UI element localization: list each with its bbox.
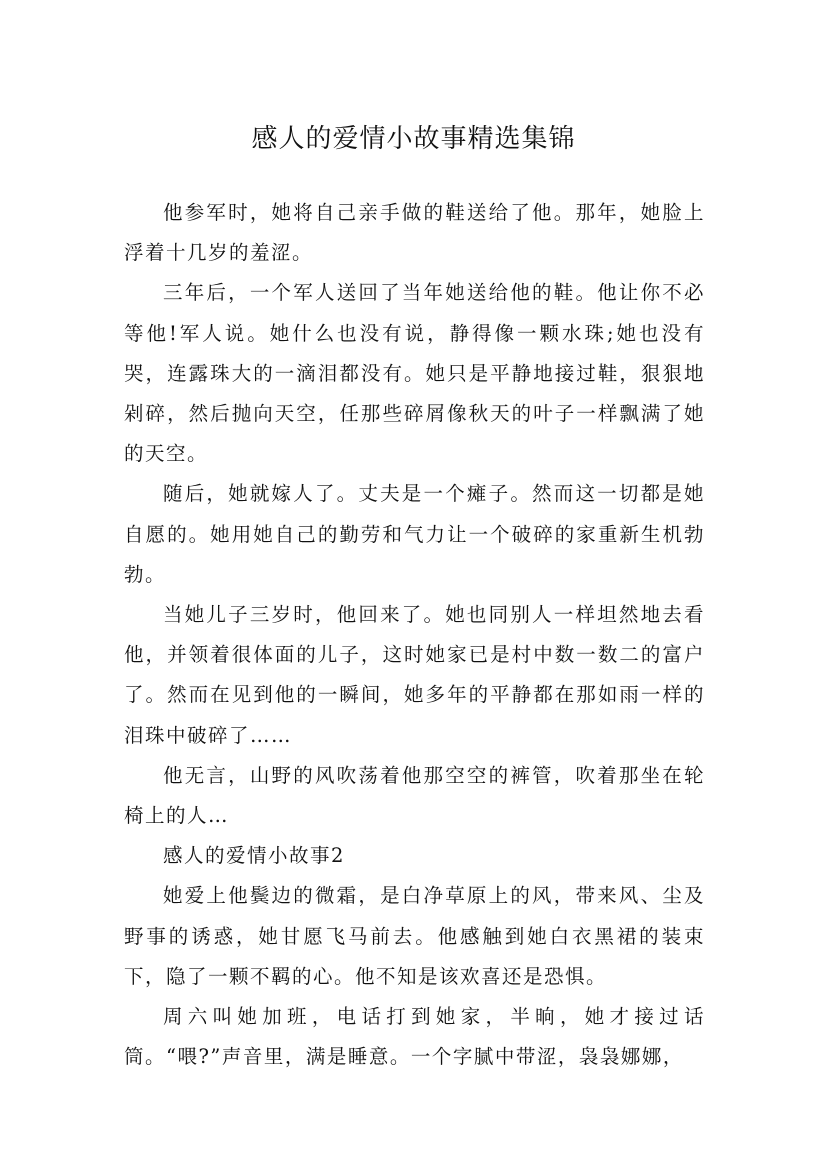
section-heading: 感人的爱情小故事2 [163, 844, 345, 868]
paragraph: 他参军时，她将自己亲手做的鞋送给了他。那年，她脸上浮着十几岁的羞涩。 [124, 201, 705, 265]
document-title: 感人的爱情小故事精选集锦 [251, 124, 576, 155]
paragraph: 当她儿子三岁时，他回来了。她也同别人一样坦然地去看他，并领着很体面的儿子，这时她家已是村中数一数二的富户了。然而在见到他的一瞬间，她多年的平静都在那如雨一样的泪珠中破碎了…… [124, 603, 705, 747]
paragraph: 三年后，一个军人送回了当年她送给他的鞋。他让你不必等他!军人说。她什么也没有说，静得像一颗水珠;她也没有哭，连露珠大的一滴泪都没有。她只是平静地接过鞋，狠狠地剁碎，然后抛向天空，任那些碎屑像秋天的叶子一样飘满了她的天空。 [124, 281, 705, 466]
paragraph: 她爱上他鬓边的微霜，是白净草原上的风，带来风、尘及野事的诱惑，她甘愿飞马前去。他感触到她白衣黑裙的装束下，隐了一颗不羁的心。他不知是该欢喜还是恐惧。 [124, 884, 705, 988]
paragraph: 随后，她就嫁人了。丈夫是一个瘫子。然而这一切都是她自愿的。她用她自己的勤劳和气力让一个破碎的家重新生机勃勃。 [124, 482, 705, 586]
paragraph: 他无言，山野的风吹荡着他那空空的裤管，吹着那坐在轮椅上的人… [124, 763, 705, 828]
document-body [124, 193, 705, 1077]
paragraph: 周六叫她加班，电话打到她家，半晌，她才接过话筒。“喂?”声音里，满是睡意。一个字腻中带涩，袅袅娜娜， [124, 1005, 705, 1069]
